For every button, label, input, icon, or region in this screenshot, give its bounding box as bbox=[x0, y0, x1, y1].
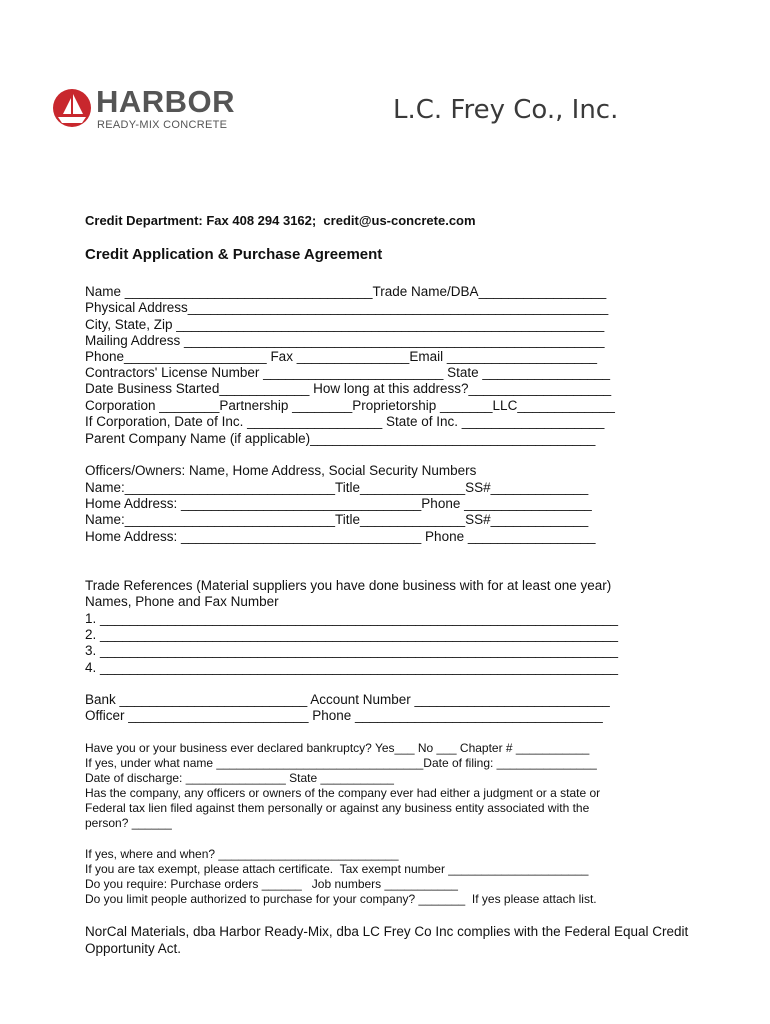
bank-account-field[interactable]: Bank _________________________ Account Number __________________________ bbox=[85, 692, 610, 707]
trade-reference-4-field[interactable]: 4. _____________________________________________________________________ bbox=[85, 660, 619, 675]
trade-reference-1-field[interactable]: 1. _____________________________________________________________________ bbox=[85, 611, 619, 626]
trade-references-subheading: Names, Phone and Fax Number bbox=[85, 594, 279, 609]
bankruptcy-name-date-field[interactable]: If yes, under what name _______________________________Date of filing: _______________ bbox=[85, 756, 597, 770]
equal-credit-notice-line-2: Opportunity Act. bbox=[85, 941, 182, 956]
officer-2-name-field[interactable]: Name:____________________________Title______________SS#_____________ bbox=[85, 512, 589, 527]
harbor-logo bbox=[52, 84, 236, 136]
date-of-incorporation-field[interactable]: If Corporation, Date of Inc. __________________ State of Inc. ___________________ bbox=[85, 414, 605, 429]
logo-wordmark: HARBOR bbox=[96, 84, 236, 119]
credit-department-contact: Credit Department: Fax 408 294 3162; credit@us-concrete.com bbox=[85, 213, 476, 228]
purchase-orders-field[interactable]: Do you require: Purchase orders ______ Job numbers ___________ bbox=[85, 877, 458, 891]
logo-subtitle: READY-MIX CONCRETE bbox=[97, 119, 228, 131]
city-state-zip-field[interactable]: City, State, Zip _________________________________________________________ bbox=[85, 317, 605, 332]
physical-address-field[interactable]: Physical Address________________________________________________________ bbox=[85, 300, 609, 315]
officers-heading: Officers/Owners: Name, Home Address, Social Security Numbers bbox=[85, 463, 477, 478]
trade-reference-2-field[interactable]: 2. _____________________________________________________________________ bbox=[85, 627, 619, 642]
mailing-address-field[interactable]: Mailing Address ________________________________________________________ bbox=[85, 333, 605, 348]
judgment-question-line-2: Federal tax lien filed against them personally or against any business entity associated with the bbox=[85, 801, 590, 815]
name-trade-name-field[interactable]: Name _________________________________Trade Name/DBA_________________ bbox=[85, 284, 607, 299]
bankruptcy-question[interactable]: Have you or your business ever declared bankruptcy? Yes___ No ___ Chapter # ___________ bbox=[85, 741, 590, 755]
tax-exempt-field[interactable]: If you are tax exempt, please attach certificate. Tax exempt number _____________________ bbox=[85, 862, 589, 876]
parent-company-field[interactable]: Parent Company Name (if applicable)______________________________________ bbox=[85, 431, 596, 446]
officer-1-address-field[interactable]: Home Address: ________________________________Phone _________________ bbox=[85, 496, 592, 511]
equal-credit-notice-line-1: NorCal Materials, dba Harbor Ready-Mix, dba LC Frey Co Inc complies with the Federal Equal Credit bbox=[85, 924, 689, 939]
form-title: Credit Application & Purchase Agreement bbox=[85, 246, 383, 263]
trade-references-heading: Trade References (Material suppliers you have done business with for at least one year) bbox=[85, 578, 612, 593]
sailboat-logo-icon bbox=[52, 88, 92, 128]
authorized-purchasers-field[interactable]: Do you limit people authorized to purchase for your company? _______ If yes please attach list. bbox=[85, 892, 597, 906]
where-when-field[interactable]: If yes, where and when? ___________________________ bbox=[85, 847, 399, 861]
judgment-answer-field[interactable]: person? ______ bbox=[85, 816, 172, 830]
discharge-date-field[interactable]: Date of discharge: _______________ State ___________ bbox=[85, 771, 394, 785]
company-name: L.C. Frey Co., Inc. bbox=[393, 95, 619, 125]
business-type-field[interactable]: Corporation ________Partnership ________Proprietorship _______LLC_____________ bbox=[85, 398, 615, 413]
contractors-license-field[interactable]: Contractors' License Number ________________________ State _________________ bbox=[85, 365, 611, 380]
officer-1-name-field[interactable]: Name:____________________________Title______________SS#_____________ bbox=[85, 480, 589, 495]
phone-fax-email-field[interactable]: Phone___________________ Fax _______________Email ____________________ bbox=[85, 349, 597, 364]
trade-reference-3-field[interactable]: 3. _____________________________________________________________________ bbox=[85, 643, 619, 658]
judgment-question-line-1: Has the company, any officers or owners of the company ever had either a judgment or a state or bbox=[85, 786, 601, 800]
date-business-started-field[interactable]: Date Business Started____________ How long at this address?___________________ bbox=[85, 381, 612, 396]
officer-2-address-field[interactable]: Home Address: ________________________________ Phone _________________ bbox=[85, 529, 596, 544]
bank-officer-phone-field[interactable]: Officer ________________________ Phone _________________________________ bbox=[85, 708, 603, 723]
